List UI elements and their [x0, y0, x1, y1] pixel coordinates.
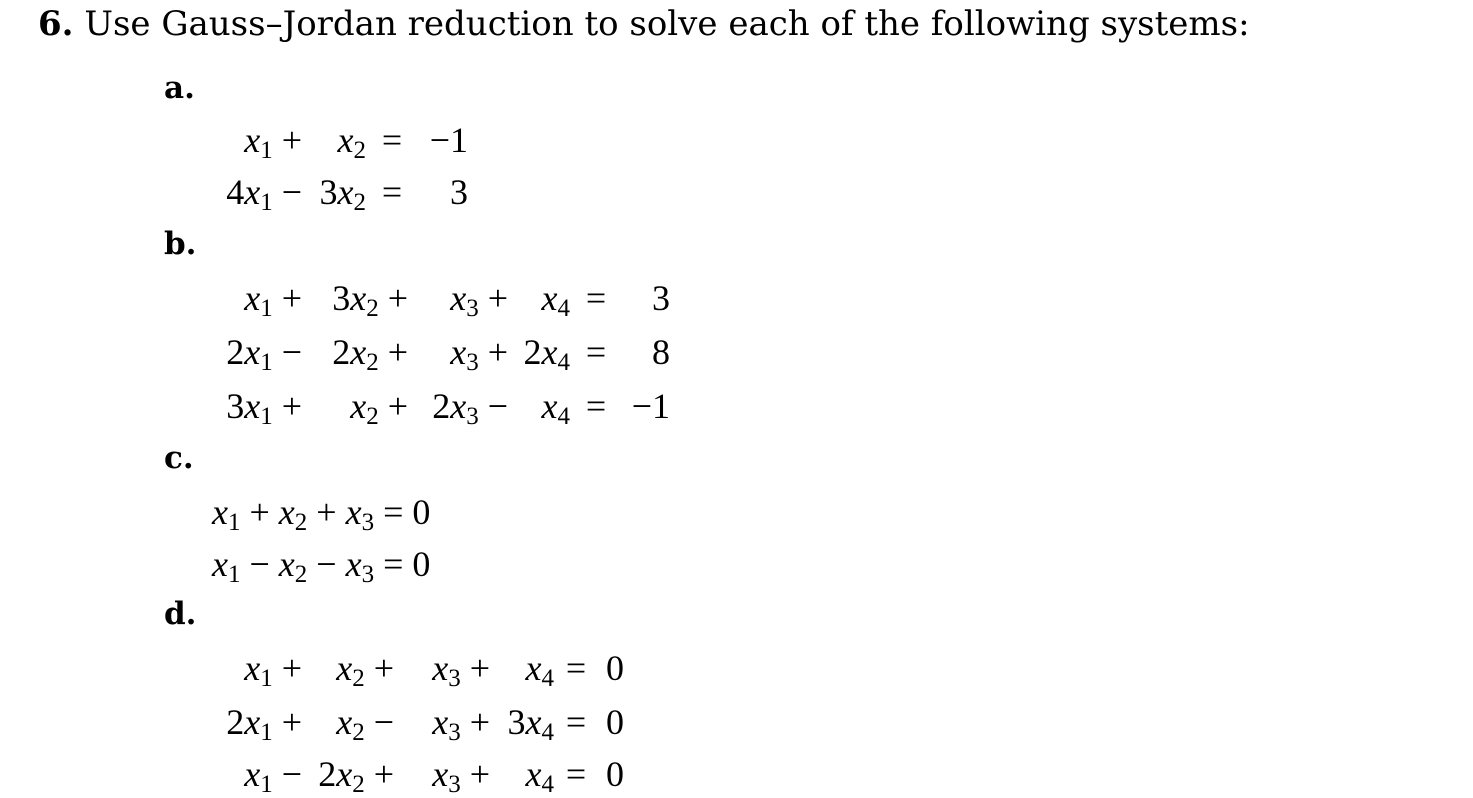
term: $x_1$ +: [244, 120, 302, 164]
term: $x_3$ +: [450, 332, 508, 376]
term: 0: [606, 648, 624, 688]
term: $3x_4$: [507, 702, 554, 746]
term: $2x_3$ −: [432, 386, 508, 430]
equals-sign: =: [585, 386, 607, 426]
term: $2x_2$ +: [318, 754, 394, 798]
part-b-label: b.: [164, 226, 197, 262]
term: $2x_1$ +: [226, 702, 302, 746]
equals-sign: =: [565, 702, 587, 742]
term: 0: [606, 754, 624, 794]
equals-sign: =: [585, 332, 607, 372]
term: 3: [652, 278, 670, 318]
part-d-label: d.: [164, 596, 197, 632]
term: $x_1$ +: [244, 278, 302, 322]
equals-sign: =: [565, 648, 587, 688]
term: $x_4$: [525, 754, 554, 798]
term: $x_3$ +: [450, 278, 508, 322]
problem-instruction: Use Gauss–Jordan reduction to solve each of the following systems:: [84, 4, 1250, 44]
part-a-label: a.: [164, 70, 195, 106]
term: $2x_1$ −: [226, 332, 302, 376]
term: $3x_2$ +: [332, 278, 408, 322]
term: $x_3$ +: [432, 702, 490, 746]
term: $x_2$: [337, 120, 366, 164]
equals-sign: =: [585, 278, 607, 318]
term: −1: [429, 120, 468, 160]
term: $x_1 - x_2 - x_3 = 0$: [212, 544, 431, 588]
term: $3x_2$: [319, 172, 366, 216]
term: $x_1$ −: [244, 754, 302, 798]
term: 8: [652, 332, 670, 372]
term: $x_4$: [541, 386, 570, 430]
term: $x_3$ +: [432, 648, 490, 692]
term: $x_1 + x_2 + x_3 = 0$: [212, 492, 431, 536]
term: $x_4$: [525, 648, 554, 692]
term: $x_4$: [541, 278, 570, 322]
term: $x_1$ +: [244, 648, 302, 692]
term: $x_2$ +: [336, 648, 394, 692]
term: $x_2$ −: [336, 702, 394, 746]
term: $x_3$ +: [432, 754, 490, 798]
term: 3: [450, 172, 468, 212]
part-c-label: c.: [164, 440, 194, 476]
equals-sign: =: [565, 754, 587, 794]
problem-number: 6.: [38, 4, 74, 44]
equals-sign: =: [381, 120, 403, 160]
equals-sign: =: [381, 172, 403, 212]
term: 0: [606, 702, 624, 742]
term: $x_2$ +: [350, 386, 408, 430]
term: $2x_4$: [523, 332, 570, 376]
term: $3x_1$ +: [226, 386, 302, 430]
term: $4x_1$ −: [226, 172, 302, 216]
problem-heading: [38, 2, 1250, 46]
term: $2x_2$ +: [332, 332, 408, 376]
term: −1: [631, 386, 670, 426]
